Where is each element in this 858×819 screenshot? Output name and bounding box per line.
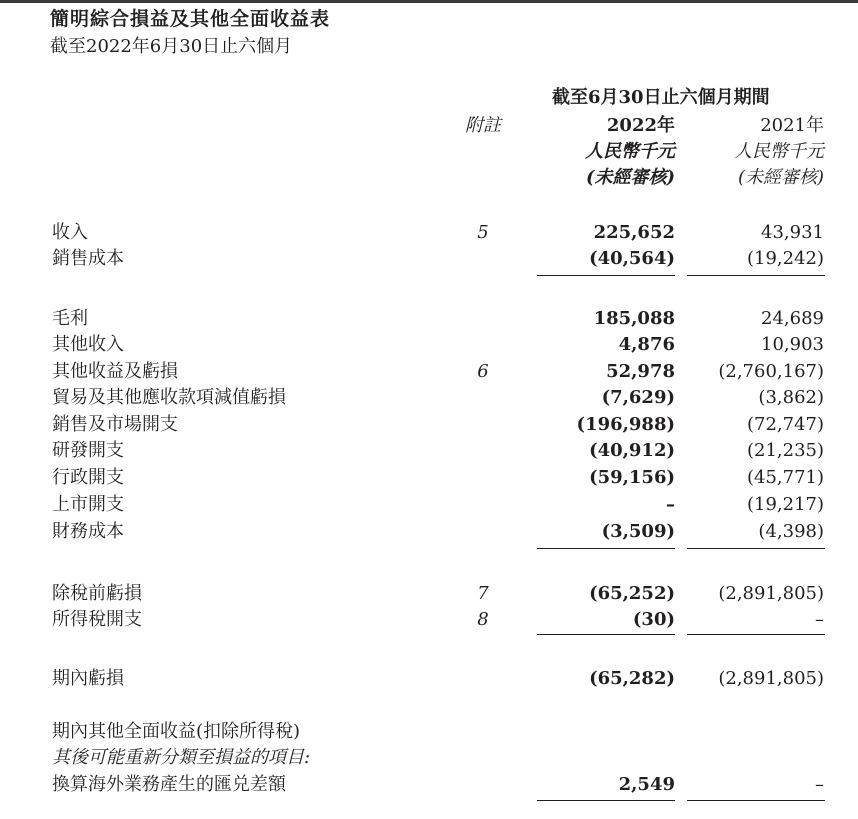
- row-note: 6: [477, 361, 489, 382]
- row-value-current: 4,876: [618, 334, 675, 355]
- statement-subtitle: 截至2022年6月30日止六個月: [50, 36, 293, 57]
- currency-current-header: 人民幣千元: [585, 141, 675, 162]
- row-value-current: (3,509): [601, 521, 675, 542]
- row-value-prior: (45,771): [746, 467, 824, 488]
- row-value-prior: 43,931: [761, 222, 824, 243]
- row-value-current: 2,549: [618, 774, 675, 795]
- row-label: 財務成本: [52, 521, 124, 542]
- row-value-prior: (2,760,167): [718, 361, 824, 382]
- row-value-current: (40,564): [589, 248, 675, 269]
- row-label: 銷售及市場開支: [52, 414, 178, 435]
- top-border: [0, 0, 858, 3]
- row-label: 除稅前虧損: [52, 583, 142, 604]
- row-label: 銷售成本: [52, 248, 124, 269]
- row-value-prior: –: [815, 609, 824, 630]
- row-value-current: 185,088: [593, 308, 675, 329]
- subtotal-rule: [537, 548, 675, 549]
- subtotal-rule: [537, 634, 675, 635]
- row-note: 5: [477, 222, 489, 243]
- row-value-prior: (2,891,805): [718, 583, 824, 604]
- note-column-header: 附註: [465, 115, 501, 136]
- row-label: 所得稅開支: [52, 609, 142, 630]
- row-value-prior: (2,891,805): [718, 668, 824, 689]
- row-label: 期內虧損: [52, 668, 124, 689]
- audit-prior-header: (未經審核): [737, 167, 824, 188]
- row-value-current: 52,978: [606, 361, 675, 382]
- audit-current-header: (未經審核): [585, 167, 675, 188]
- subsection-heading: 其後可能重新分類至損益的項目:: [52, 747, 311, 768]
- subtotal-rule: [687, 634, 825, 635]
- currency-prior-header: 人民幣千元: [734, 141, 824, 162]
- row-value-current: (196,988): [576, 414, 675, 435]
- row-label: 其他收益及虧損: [52, 361, 178, 382]
- row-label: 上市開支: [52, 494, 124, 515]
- row-value-current: –: [666, 494, 675, 515]
- row-label: 毛利: [52, 308, 88, 329]
- row-value-prior: (19,242): [746, 248, 824, 269]
- row-value-current: (40,912): [589, 440, 675, 461]
- row-value-prior: (4,398): [758, 521, 824, 542]
- row-value-prior: (21,235): [746, 440, 824, 461]
- row-value-current: (59,156): [589, 467, 675, 488]
- subtotal-rule: [537, 275, 675, 276]
- year-current-header: 2022年: [606, 115, 675, 136]
- subtotal-rule: [687, 800, 825, 801]
- statement-title: 簡明綜合損益及其他全面收益表: [50, 8, 331, 30]
- row-label: 行政開支: [52, 467, 124, 488]
- subtotal-rule: [537, 800, 675, 801]
- row-value-prior: –: [815, 774, 824, 795]
- section-heading: 期內其他全面收益(扣除所得稅): [52, 721, 301, 742]
- row-value-current: (65,252): [589, 583, 675, 604]
- row-value-prior: 24,689: [761, 308, 824, 329]
- row-label: 收入: [52, 222, 88, 243]
- subtotal-rule: [687, 275, 825, 276]
- row-value-current: (30): [632, 609, 675, 630]
- year-prior-header: 2021年: [760, 115, 824, 136]
- row-label: 其他收入: [52, 334, 124, 355]
- row-label: 研發開支: [52, 440, 124, 461]
- row-value-current: (65,282): [589, 668, 675, 689]
- row-value-current: (7,629): [601, 387, 675, 408]
- row-value-prior: (3,862): [758, 387, 824, 408]
- subtotal-rule: [687, 548, 825, 549]
- row-value-prior: (19,217): [746, 494, 824, 515]
- row-label: 換算海外業務產生的匯兑差額: [52, 774, 286, 795]
- row-value-prior: (72,747): [746, 414, 824, 435]
- row-label: 貿易及其他應收款項減值虧損: [52, 387, 286, 408]
- row-note: 7: [477, 583, 489, 604]
- row-note: 8: [477, 609, 489, 630]
- period-header: 截至6月30日止六個月期間: [552, 87, 770, 108]
- row-value-prior: 10,903: [761, 334, 824, 355]
- row-value-current: 225,652: [593, 222, 675, 243]
